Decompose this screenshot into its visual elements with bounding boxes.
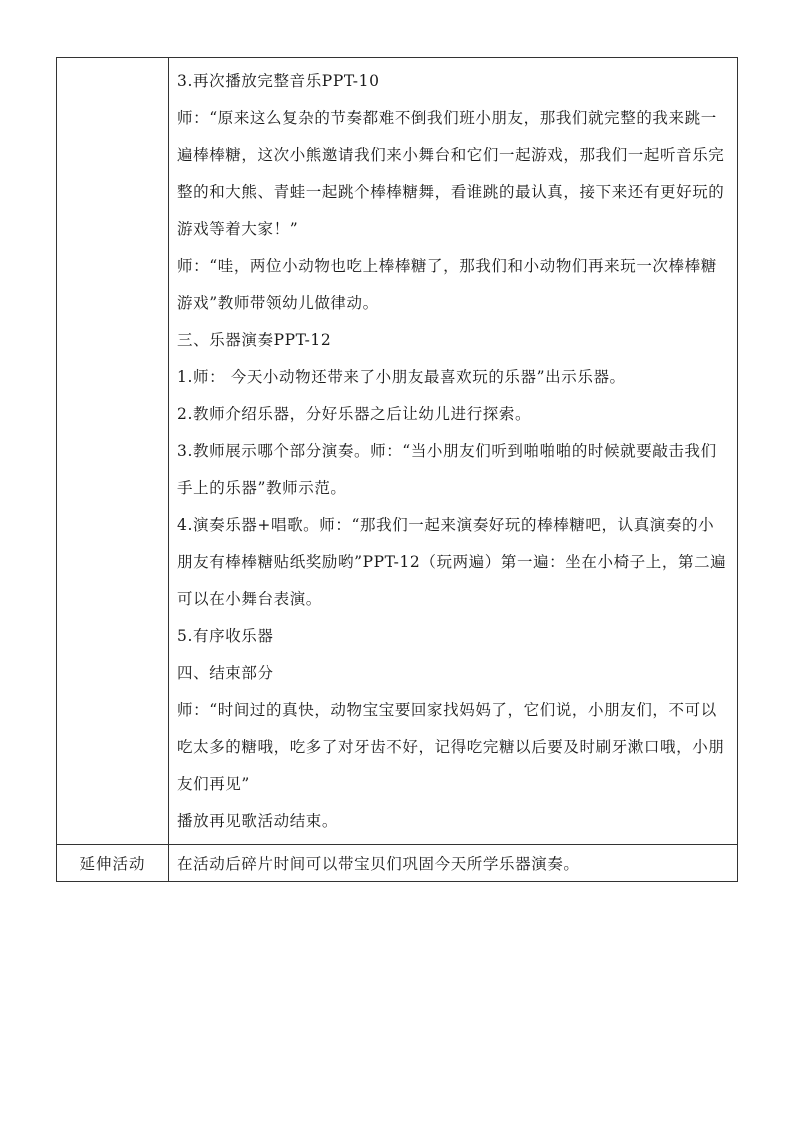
extension-content: 在活动后碎片时间可以带宝贝们巩固今天所学乐器演奏。: [169, 845, 738, 882]
teacher-speech-dance: 师：“原来这么复杂的节奏都难不倒我们班小朋友，那我们就完整的我来跳一遍棒棒糖，这次小熊邀请我们来小舞台和它们一起游戏，那我们一起听音乐完整的和大熊、青蛙一起跳个棒棒糖舞，看谁跳的最认真，接下来还有更好玩的游戏等着大家！”: [177, 109, 725, 238]
step-perform-and-sing: 4.演奏乐器+唱歌。师：“那我们一起来演奏好玩的棒棒糖吧，认真演奏的小朋友有棒棒糖贴纸奖励哟”PPT-12（玩两遍）第一遍：坐在小椅子上，第二遍可以在小舞台表演。: [177, 516, 727, 608]
process-content-cell: [169, 58, 738, 845]
step-replay-music: 3.再次播放完整音乐PPT-10: [177, 72, 380, 90]
step-introduce-instruments: 2.教师介绍乐器，分好乐器之后让幼儿进行探索。: [177, 405, 532, 423]
activity-process-row: [57, 58, 738, 845]
step-play-goodbye-song: 播放再见歌活动结束。: [177, 812, 339, 830]
section-ending: 四、结束部分: [177, 664, 274, 682]
step-show-instruments: 1.师： 今天小动物还带来了小朋友最喜欢玩的乐器”出示乐器。: [177, 368, 626, 386]
step-demonstrate-part: 3.教师展示哪个部分演奏。师：“当小朋友们听到啪啪啪的时候就要敲击我们手上的乐器”教师示范。: [177, 442, 717, 497]
step-collect-instruments: 5.有序收乐器: [177, 627, 274, 645]
section-instrument-performance: 三、乐器演奏PPT-12: [177, 331, 332, 349]
extension-label: 延伸活动: [57, 845, 169, 882]
lesson-plan-table: [56, 57, 738, 882]
teacher-speech-game: 师：“哇，两位小动物也吃上棒棒糖了，那我们和小动物们再来玩一次棒棒糖游戏”教师带领幼儿做律动。: [177, 257, 717, 312]
teacher-speech-goodbye: 师：“时间过的真快，动物宝宝要回家找妈妈了，它们说，小朋友们，不可以吃太多的糖哦，吃多了对牙齿不好，记得吃完糖以后要及时刷牙漱口哦，小朋友们再见”: [177, 701, 725, 793]
extension-activity-row: [57, 845, 738, 882]
process-label-cell: [57, 58, 169, 845]
